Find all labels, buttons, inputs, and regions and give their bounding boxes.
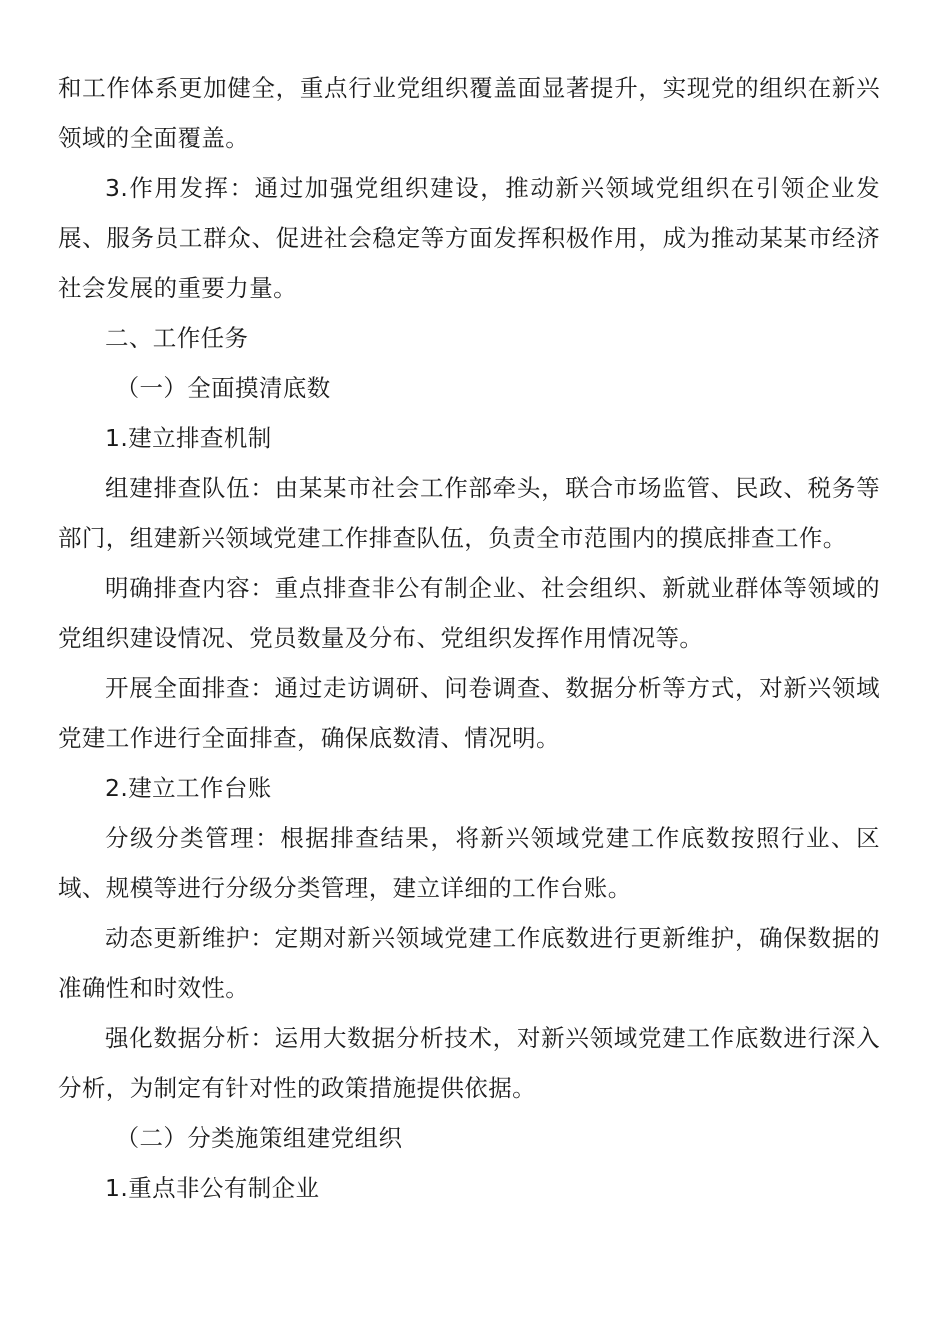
section-heading-work-tasks: 二、工作任务 — [105, 324, 249, 352]
item-heading-key-enterprises: 1.重点非公有制企业 — [105, 1174, 320, 1202]
item-heading-work-ledger: 2.建立工作台账 — [105, 774, 272, 802]
subsection-heading-baseline: （一）全面摸清底数 — [115, 374, 331, 402]
subsection-heading-classified-organization: （二）分类施策组建党组织 — [115, 1124, 403, 1152]
paragraph-dynamic-update: 动态更新维护：定期对新兴领域党建工作底数进行更新维护，确保数据的准确性和时效性。 — [58, 924, 880, 1002]
paragraph-classified-management: 分级分类管理：根据排查结果，将新兴领域党建工作底数按照行业、区域、规模等进行分级分类管理，建立详细的工作台账。 — [58, 824, 880, 902]
document-body — [58, 63, 880, 1213]
paragraph-data-analysis: 强化数据分析：运用大数据分析技术，对新兴领域党建工作底数进行深入分析，为制定有针对性的政策措施提供依据。 — [58, 1024, 880, 1102]
paragraph-investigation-team: 组建排查队伍：由某某市社会工作部牵头，联合市场监管、民政、税务等部门，组建新兴领域党建工作排查队伍，负责全市范围内的摸底排查工作。 — [58, 474, 880, 552]
paragraph-full-investigation: 开展全面排查：通过走访调研、问卷调查、数据分析等方式，对新兴领域党建工作进行全面排查，确保底数清、情况明。 — [58, 674, 880, 752]
item-heading-investigation-mechanism: 1.建立排查机制 — [105, 424, 272, 452]
paragraph-continuation: 和工作体系更加健全，重点行业党组织覆盖面显著提升，实现党的组织在新兴领域的全面覆盖。 — [58, 74, 880, 152]
paragraph-role-exertion: 3.作用发挥：通过加强党组织建设，推动新兴领域党组织在引领企业发展、服务员工群众、促进社会稳定等方面发挥积极作用，成为推动某某市经济社会发展的重要力量。 — [58, 174, 880, 302]
paragraph-investigation-content: 明确排查内容：重点排查非公有制企业、社会组织、新就业群体等领域的党组织建设情况、党员数量及分布、党组织发挥作用情况等。 — [58, 574, 880, 652]
